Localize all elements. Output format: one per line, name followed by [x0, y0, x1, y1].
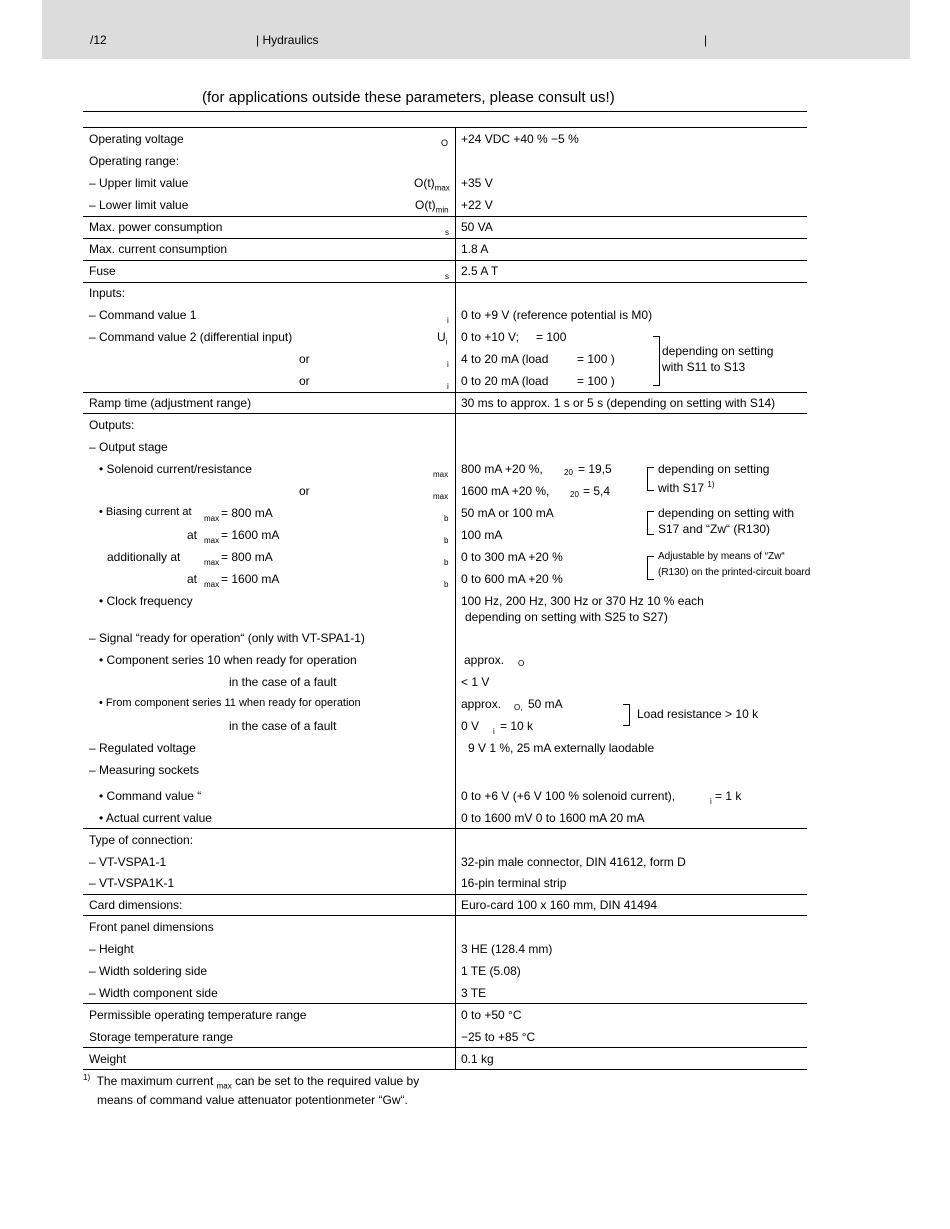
side-note: depending on setting with S17 and “Zw“ (R130) [658, 506, 795, 536]
table-row: Type of connection: [89, 833, 194, 847]
table-row: in the case of a fault < 1 V [229, 675, 490, 689]
table-row: additionally at max = 800 mA b 0 to 300 mA +20 % [107, 550, 563, 567]
table-row: – Lower limit value $O(t)_{min}$ +22 V [89, 198, 493, 215]
page-number: /12 [90, 33, 107, 47]
table-row: Fuse s 2.5 A T [89, 264, 499, 281]
table-row: Operating voltage O +24 VDC +40 % −5 % [89, 132, 579, 148]
footnote: $^{1)}$ The maximum current $_{max}$ can be set to the required value by means of command value attenuator potentionmeter “Gw“. [83, 1073, 420, 1108]
table-row: Inputs: [89, 286, 126, 300]
section-title: | Hydraulics [256, 33, 319, 47]
table-row: or max 1600 mA +20 %, 20 = 5,4 [299, 484, 611, 501]
side-note: depending on setting with S17 $^{1)}$ [658, 462, 770, 495]
table-row: Weight 0.1 kg [89, 1052, 494, 1066]
side-note: Load resistance > 10 k [637, 707, 759, 721]
table-row: • Biasing current at max = 800 mA b 50 mA or 100 mA [99, 506, 554, 523]
table-row: Ramp time (adjustment range) 30 ms to approx. 1 s or 5 s (depending on setting with S14) [89, 396, 776, 410]
table-row: – Output stage [89, 440, 168, 454]
table-row: Max. current consumption 1.8 A [89, 242, 489, 256]
table-row: Front panel dimensions [89, 920, 214, 934]
table-row: – Upper limit value $O(t)_{max}$ +35 V [89, 176, 493, 193]
table-row: Operating range: [89, 154, 180, 168]
table-row: Storage temperature range −25 to +85 °C [89, 1030, 536, 1044]
table-row: • Command value “ 0 to +6 V (+6 V 100 % solenoid current), i = 1 k [99, 789, 742, 806]
brace [647, 556, 654, 580]
table-row: – Measuring sockets [89, 763, 200, 777]
brace [647, 511, 654, 535]
table-row: or i 0 to 20 mA (load = 100 ) [299, 374, 615, 391]
brace [653, 336, 660, 386]
table-row: – VT-VSPA1K-1 16-pin terminal strip [89, 876, 567, 890]
header-divider: | [704, 33, 708, 47]
table-row: in the case of a fault 0 V i = 10 k [229, 719, 534, 736]
notice-text: (for applications outside these parameters, please consult us!) [202, 89, 615, 106]
brace [647, 467, 654, 491]
table-row: at max = 1600 mA b 100 mA [187, 528, 503, 545]
table-row: – Width soldering side 1 TE (5.08) [89, 964, 521, 978]
table-row: • Component series 10 when ready for operation approx. O [99, 653, 525, 668]
table-row: – VT-VSPA1-1 32-pin male connector, DIN 41612, form D [89, 855, 686, 869]
table-row: – Signal “ready for operation“ (only with VT-SPA1-1) [89, 631, 365, 645]
table-row: Max. power consumption s 50 VA [89, 220, 493, 237]
rule [83, 111, 807, 112]
side-note: depending on setting with S11 to S13 [662, 344, 774, 374]
table-row: Card dimensions: Euro-card 100 x 160 mm, DIN 41494 [89, 898, 658, 912]
side-note: Adjustable by means of “Zw“ (R130) on the printed-circuit board [658, 551, 811, 578]
table-row: • Clock frequency 100 Hz, 200 Hz, 300 Hz or 370 Hz 10 % each depending on setting with S25 to S27) [99, 594, 704, 624]
table-row: – Command value 1 i 0 to +9 V (reference potential is M0) [89, 308, 653, 325]
page-header [42, 0, 910, 59]
table-row: – Width component side 3 TE [89, 986, 487, 1000]
table-row: – Command value 2 (differential input) $U_i$ 0 to +10 V; = 100 [89, 330, 567, 347]
table-row: Outputs: [89, 418, 135, 432]
table-row: Permissible operating temperature range 0 to +50 °C [89, 1008, 522, 1022]
table-row: – Height 3 HE (128.4 mm) [89, 942, 553, 956]
table-row: • Actual current value 0 to 1600 mV 0 to 1600 mA 20 mA [99, 811, 645, 825]
table-row: • Solenoid current/resistance max 800 mA +20 %, 20 = 19,5 [99, 462, 612, 479]
table-row: • From component series 11 when ready for operation approx. O, 50 mA [99, 697, 563, 712]
brace [623, 704, 630, 726]
table-row: – Regulated voltage 9 V 1 %, 25 mA externally laodable [89, 741, 655, 755]
table-row: at max = 1600 mA b 0 to 600 mA +20 % [187, 572, 563, 589]
table-row: or i 4 to 20 mA (load = 100 ) [299, 352, 615, 369]
